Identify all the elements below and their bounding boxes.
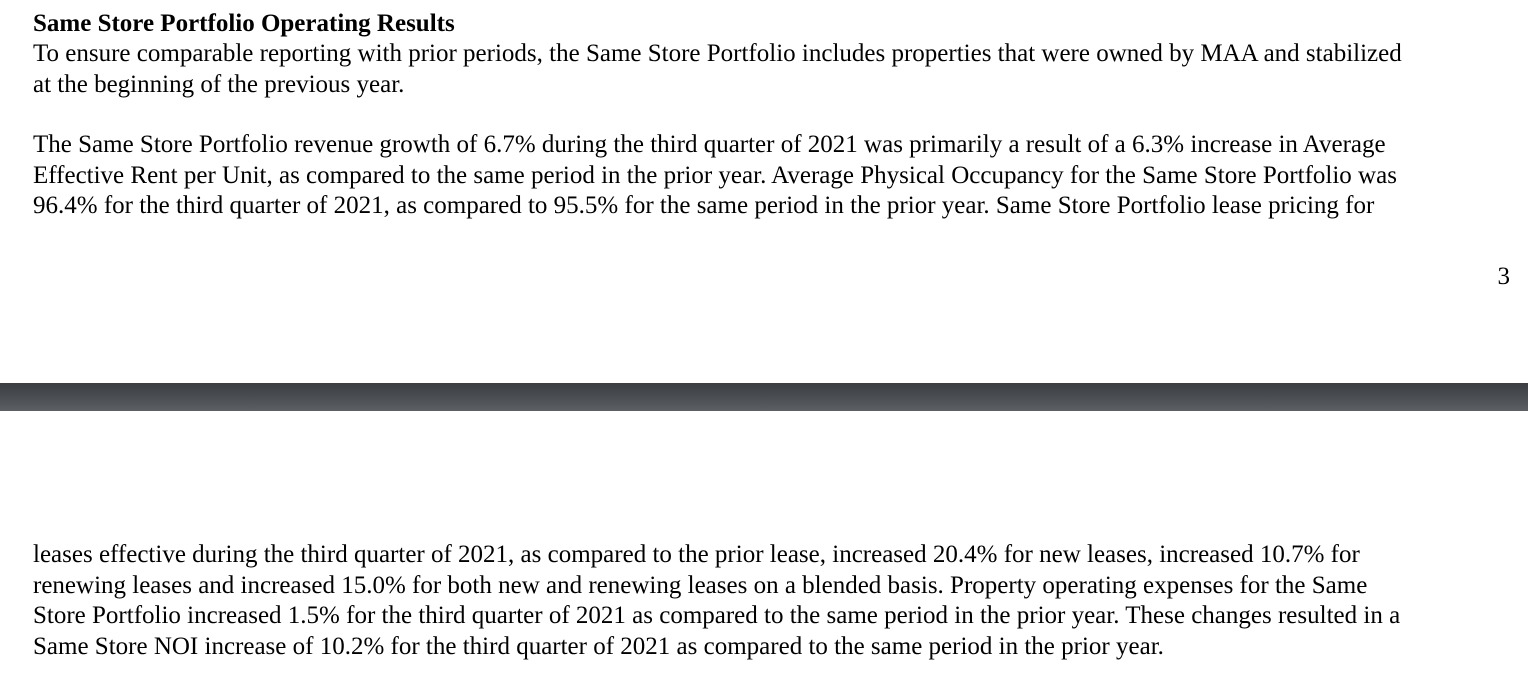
paragraph-lease-pricing (33, 540, 1513, 662)
paragraph-line: leases effective during the third quarter of 2021, as compared to the prior lease, increased 20.4% for new leases, increased 10.7% for (33, 541, 1360, 568)
paragraph-same-store-definition (33, 39, 1513, 100)
paragraph-line: Store Portfolio increased 1.5% for the third quarter of 2021 as compared to the same period in the prior year. These changes resulted in a (33, 602, 1401, 629)
paragraph-line: at the beginning of the previous year. (33, 70, 405, 98)
paragraph-line: To ensure comparable reporting with prior periods, the Same Store Portfolio includes properties that were owned by MAA and stabilized (33, 40, 1402, 67)
paragraph-line: Effective Rent per Unit, as compared to the same period in the prior year. Average Physical Occupancy for the Same Store Portfolio was (33, 161, 1397, 189)
page-number: 3 (1497, 263, 1510, 290)
paragraph-line: renewing leases and increased 15.0% for both new and renewing leases on a blended basis. Property operating expenses for the Same (33, 571, 1368, 599)
paragraph-line: Same Store NOI increase of 10.2% for the third quarter of 2021 as compared to the same period in the prior year. (33, 632, 1164, 660)
paragraph-line: The Same Store Portfolio revenue growth of 6.7% during the third quarter of 2021 was primarily a result of a 6.3% increase in Average (33, 131, 1386, 158)
page-break-divider (0, 383, 1528, 411)
section-heading: Same Store Portfolio Operating Results (33, 10, 455, 37)
paragraph-line: 96.4% for the third quarter of 2021, as compared to 95.5% for the same period in the prior year. Same Store Portfolio lease pricing for (33, 192, 1375, 219)
paragraph-revenue-growth (33, 130, 1513, 222)
